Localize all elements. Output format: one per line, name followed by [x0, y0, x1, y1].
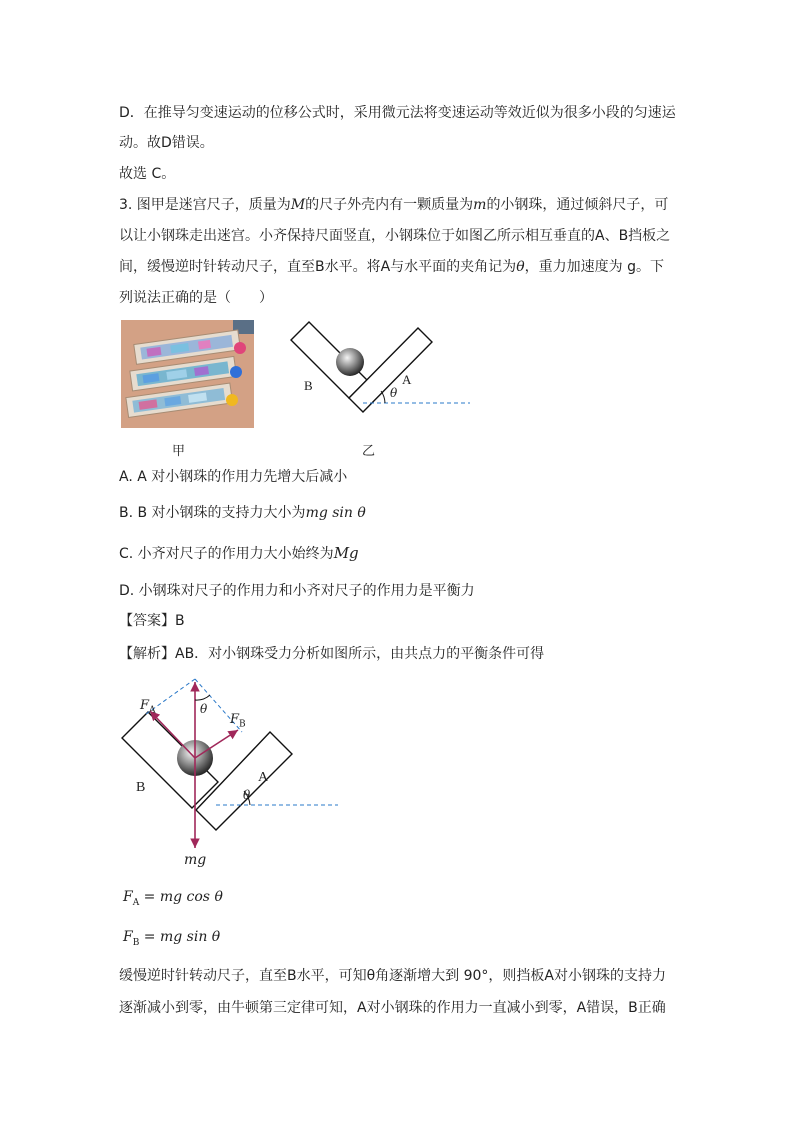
- maze-ruler-photo: [121, 320, 254, 428]
- eq2-sub: B: [132, 937, 140, 948]
- q3-text-a: 3. 图甲是迷宫尺子，质量为: [119, 197, 291, 213]
- label-mg: mg: [184, 852, 207, 868]
- question-3-line-4: 列说法正确的是（ ）: [119, 290, 273, 306]
- label-A: A: [402, 372, 412, 387]
- option-D: D. 小钢珠对尺子的作用力和小齐对尺子的作用力是平衡力: [119, 583, 475, 599]
- analysis-line: [119, 644, 544, 664]
- label-FA-main: F: [140, 698, 150, 713]
- eq2-rhs: = mg sin θ: [139, 929, 221, 945]
- label-FB: [230, 712, 246, 730]
- label-theta-top: θ: [200, 702, 208, 716]
- label-theta-2: θ: [243, 788, 251, 802]
- option-B-formula: mg sin θ: [305, 505, 366, 521]
- q3-theta: θ: [516, 259, 525, 275]
- label-B2: B: [136, 780, 146, 795]
- answer-tag: 【答案】: [119, 613, 175, 629]
- label-FA-sub: A: [149, 705, 156, 716]
- label-A2: A: [258, 770, 269, 785]
- question-3-line-2: 以让小钢珠走出迷宫。小齐保持尺面竖直，小钢珠位于如图乙所示相互垂直的A、B挡板之: [119, 228, 671, 244]
- q3-text-e: ，重力加速度为 g。下: [524, 259, 664, 275]
- eq1-rhs: = mg cos θ: [139, 889, 223, 905]
- equation-FB: [123, 927, 220, 953]
- text-line-3: 故选 C。: [119, 166, 176, 182]
- option-C-formula: Mg: [333, 544, 359, 562]
- figure-caption-jia: 甲: [172, 444, 186, 459]
- question-3-line-3: [119, 257, 664, 277]
- eq1-sub: A: [132, 897, 140, 908]
- option-A: A. A 对小钢珠的作用力先增大后减小: [119, 469, 348, 485]
- q3-mass-M: M: [290, 197, 306, 213]
- option-B-text: B. B 对小钢珠的支持力大小为: [119, 505, 306, 521]
- eq2-lhs: F: [123, 929, 133, 945]
- q3-text-b: 的尺子外壳内有一颗质量为: [305, 197, 474, 213]
- q3-text-c: 的小钢珠，通过倾斜尺子，可: [486, 197, 669, 213]
- figure-yi-diagram: [280, 318, 480, 430]
- conclusion-line-2: 逐渐减小到零，由牛顿第三定律可知，A对小钢珠的作用力一直减小到零，A错误，B正确: [119, 1000, 666, 1016]
- option-C: [119, 543, 359, 564]
- steel-ball: [336, 348, 364, 376]
- eq1-lhs: F: [123, 889, 133, 905]
- text-line-1: D．在推导匀变速运动的位移公式时，采用微元法将变速运动等效近似为很多小段的匀速运: [119, 105, 676, 121]
- equation-FA: [123, 887, 223, 913]
- answer-value: B: [175, 613, 185, 629]
- analysis-tag: 【解析】: [119, 646, 175, 662]
- label-FA: [140, 698, 156, 716]
- force-diagram: [120, 670, 350, 875]
- answer-line: [119, 611, 185, 631]
- question-3-line-1: [119, 195, 668, 215]
- option-B: [119, 503, 366, 523]
- label-FB-main: F: [230, 712, 240, 727]
- option-C-text: C. 小齐对尺子的作用力大小始终为: [119, 546, 334, 562]
- label-FB-sub: B: [239, 719, 246, 730]
- label-B: B: [304, 378, 313, 393]
- q3-text-d: 间，缓慢逆时针转动尺子，直至B水平。将A与水平面的夹角记为: [119, 259, 517, 275]
- figure-caption-yi: 乙: [362, 444, 376, 459]
- text-line-2: 动。故D错误。: [119, 135, 214, 151]
- q3-mass-m: m: [473, 197, 487, 213]
- analysis-text: AB．对小钢珠受力分析如图所示，由共点力的平衡条件可得: [175, 646, 545, 662]
- conclusion-line-1: 缓慢逆时针转动尺子，直至B水平，可知θ角逐渐增大到 90°，则挡板A对小钢珠的支持力: [119, 968, 667, 984]
- label-theta: θ: [390, 386, 398, 400]
